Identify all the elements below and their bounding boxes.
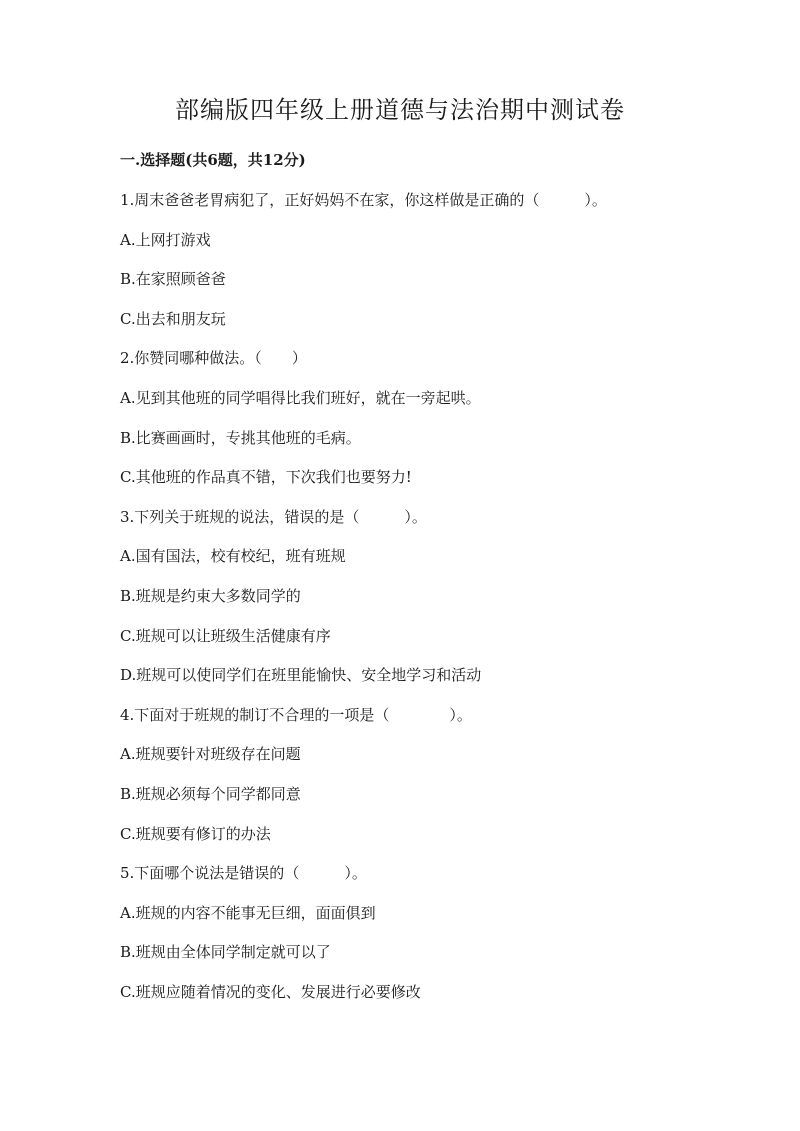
answer-option: A.上网打游戏: [120, 230, 211, 249]
answer-option: A.班规的内容不能事无巨细，面面俱到: [120, 903, 376, 922]
answer-option: C.班规可以让班级生活健康有序: [120, 626, 331, 645]
answer-option: A.班规要针对班级存在问题: [120, 745, 301, 764]
answer-option: C.其他班的作品真不错，下次我们也要努力!: [120, 468, 412, 487]
section-heading: 一.选择题(共6题，共12分): [120, 151, 306, 169]
answer-option: A.见到其他班的同学唱得比我们班好，就在一旁起哄。: [120, 388, 481, 407]
answer-option: C.出去和朋友玩: [120, 309, 226, 328]
question-list: [120, 188, 740, 1019]
question-stem: 5.下面哪个说法是错误的（ ）。: [120, 864, 367, 883]
question-stem: 2.你赞同哪种做法。（ ）: [120, 349, 307, 368]
answer-option: C.班规应随着情况的变化、发展进行必要修改: [120, 982, 421, 1001]
answer-option: A.国有国法，校有校纪，班有班规: [120, 547, 346, 566]
question-stem: 4.下面对于班规的制订不合理的一项是（ ）。: [120, 705, 472, 724]
answer-option: B.比赛画画时，专挑其他班的毛病。: [120, 428, 361, 447]
question-stem: 1.周末爸爸老胃病犯了，正好妈妈不在家，你这样做是正确的（ ）。: [120, 191, 607, 209]
answer-option: B.在家照顾爸爸: [120, 270, 226, 289]
answer-option: C.班规要有修订的办法: [120, 824, 271, 843]
answer-option: D.班规可以使同学们在班里能愉快、安全地学习和活动: [120, 666, 482, 685]
answer-option: B.班规是约束大多数同学的: [120, 586, 301, 605]
page-title: 部编版四年级上册道德与法治期中测试卷: [175, 96, 625, 124]
answer-option: B.班规必须每个同学都同意: [120, 784, 301, 803]
answer-option: B.班规由全体同学制定就可以了: [120, 943, 331, 962]
question-stem: 3.下列关于班规的说法，错误的是（ ）。: [120, 507, 427, 526]
